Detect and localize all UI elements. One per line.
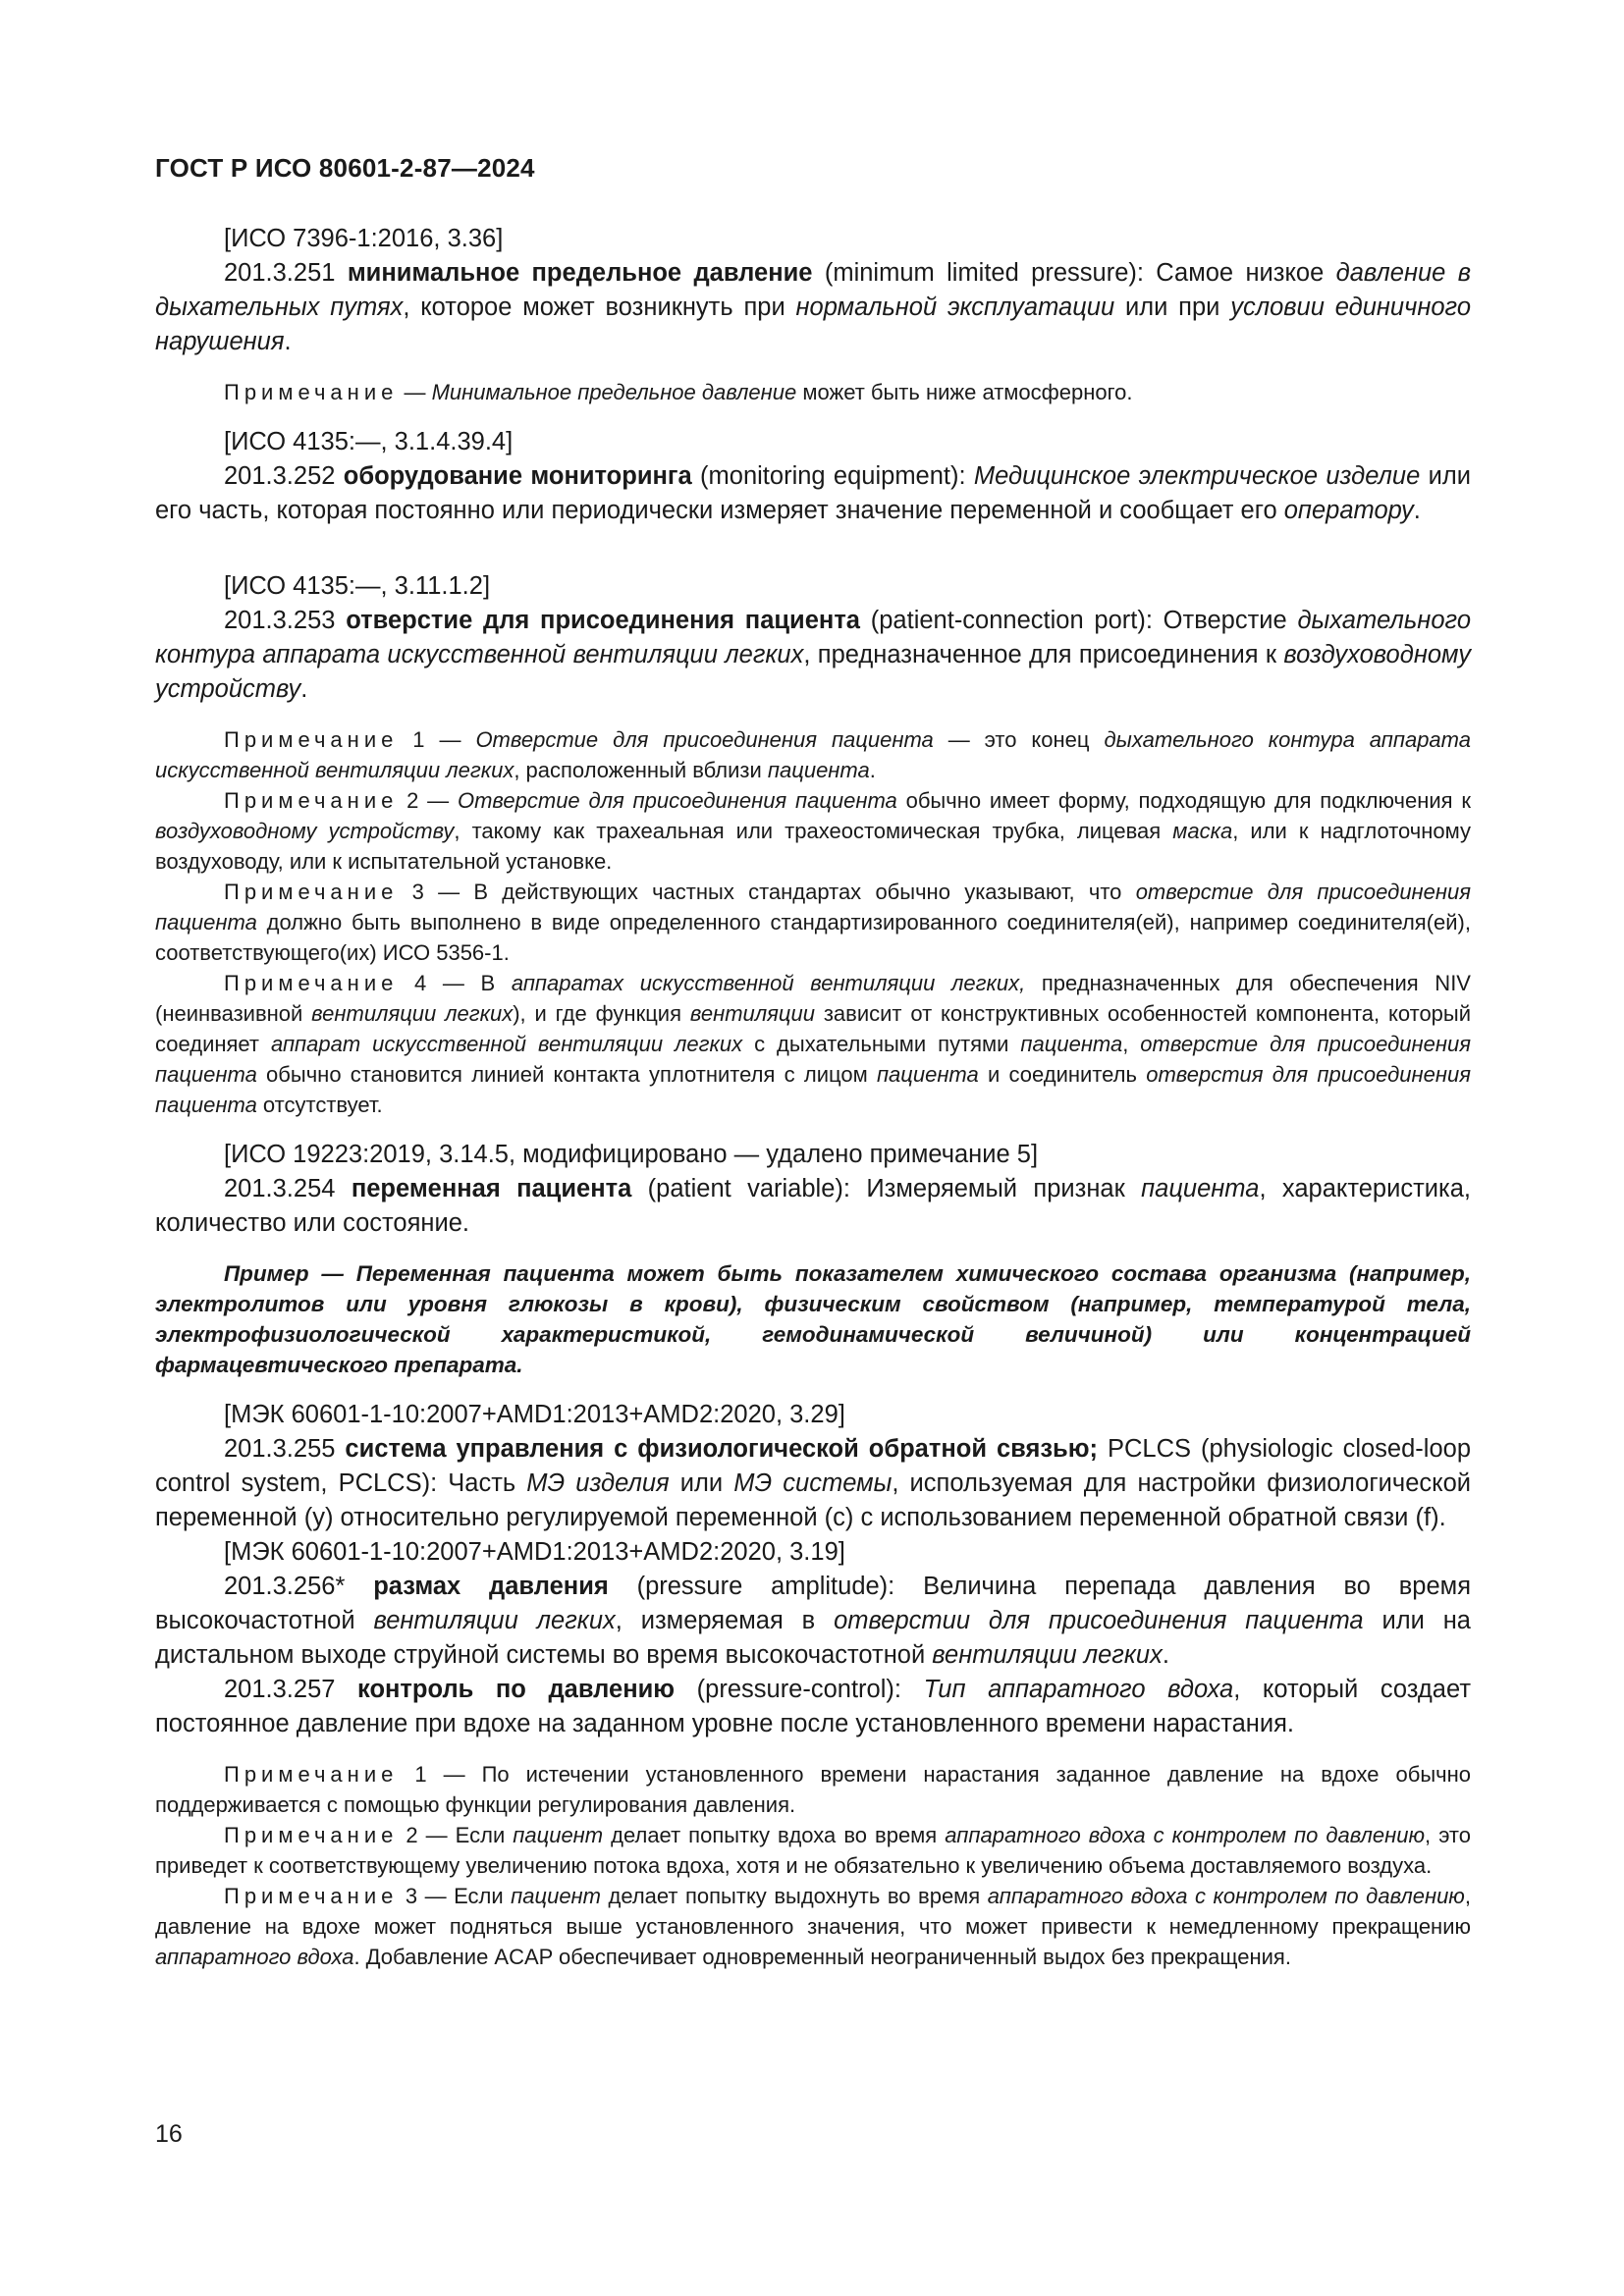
note-paragraph [155, 785, 1471, 877]
text-run: . [1162, 1641, 1169, 1669]
page-number: 16 [155, 2120, 183, 2148]
term-reference: МЭ системы [733, 1469, 893, 1497]
text-run: или его часть, которая постоянно или периодически измеряет значение переменной и сообщает его [155, 462, 1472, 524]
term-name: система управления с физиологической обратной связью; [345, 1435, 1098, 1463]
text-run: обычно становится линией контакта уплотнителя с лицом [256, 1062, 877, 1087]
term-definition [155, 1570, 1471, 1673]
term-name: минимальное предельное давление [347, 259, 813, 287]
term-reference: маска [1172, 819, 1233, 843]
term-reference: отверстие для присоединения пациента [155, 880, 1471, 934]
note-paragraph [155, 377, 1471, 407]
text-run: обычно имеет форму, подходящую для подключения к [896, 788, 1471, 813]
text-run: (pressure-control): [675, 1676, 924, 1703]
text-run: зависит от конструктивных особенностей компонента, который соединяет [155, 1001, 1472, 1056]
document-body [155, 222, 1471, 1972]
note-paragraph [155, 877, 1471, 968]
note-label: Примечание [224, 380, 399, 404]
term-name: отверстие для присоединения пациента [346, 607, 860, 634]
text-run: 201.3.253 [224, 607, 347, 634]
text-run: с дыхательными путями [742, 1032, 1021, 1056]
term-reference: отверстии для присоединения пациента [834, 1607, 1364, 1634]
text-run: отсутствует. [256, 1093, 383, 1117]
term-reference: Отверстие для присоединения пациента [475, 727, 934, 752]
term-reference: пациента [876, 1062, 979, 1087]
text-run: (minimum limited pressure): Самое низкое [812, 259, 1336, 287]
term-reference: оператору [1283, 497, 1414, 524]
text-run: 201.3.257 [224, 1676, 358, 1703]
term-reference: отверстия для присоединения пациента [155, 1062, 1471, 1117]
term-reference: МЭ изделия [526, 1469, 670, 1497]
term-reference: условии единичного нарушения [155, 294, 1471, 355]
text-run: . Добавление ACAP обеспечивает одновременный неограниченный выдох без прекращения. [353, 1945, 1291, 1969]
note-label: Примечание [224, 1884, 399, 1908]
example-paragraph: Пример — Переменная пациента может быть показателем химического состава организма (например, электролитов или уровня глюкозы в крови), физическим свойством (например, температурой тела, электрофизиологической характеристикой, гемодинамической величиной) или концентрацией фармацевтического препарата. [155, 1261, 1471, 1377]
text-run: , измеряемая в [615, 1607, 835, 1634]
term-reference: нормальной эксплуатации [795, 294, 1115, 321]
term-definition [155, 459, 1471, 528]
term-reference: пациента [1020, 1032, 1123, 1056]
note-paragraph [155, 724, 1471, 785]
text-run: — [398, 380, 432, 404]
text-run: ), и где функция [513, 1001, 690, 1026]
source-reference: [МЭК 60601-1-10:2007+AMD1:2013+AMD2:2020, 3.29] [224, 1401, 845, 1428]
text-run: (monitoring equipment): [691, 462, 974, 490]
term-reference: пациент [513, 1823, 604, 1847]
text-run: делает попытку выдохнуть во время [600, 1884, 988, 1908]
term-reference: аппаратах искусственной вентиляции легких, [511, 971, 1026, 995]
text-run: , такому как трахеальная или трахеостомическая трубка, лицевая [454, 819, 1173, 843]
text-run: и соединитель [978, 1062, 1147, 1087]
note-paragraph [155, 1881, 1471, 1972]
text-run: или на дистальном выходе струйной системы во время высокочастотной [155, 1607, 1471, 1669]
term-reference: вентиляции легких [932, 1641, 1163, 1669]
text-run: или [669, 1469, 734, 1497]
note-paragraph [155, 1759, 1471, 1820]
source-reference: [ИСО 7396-1:2016, 3.36] [224, 225, 504, 252]
term-definition [155, 256, 1471, 359]
term-reference: вентиляции легких [373, 1607, 616, 1634]
term-reference: Медицинское электрическое изделие [973, 462, 1421, 490]
text-run: 201.3.254 [224, 1175, 352, 1202]
term-reference: Минимальное предельное давление [431, 380, 797, 404]
text-run: 201.3.256* [224, 1573, 374, 1600]
text-run: (patient-connection port): Отверстие [860, 607, 1298, 634]
term-reference: пациента [767, 758, 870, 782]
text-run: , которое может возникнуть при [403, 294, 796, 321]
term-reference: Тип аппаратного вдоха [923, 1676, 1234, 1703]
note-paragraph [155, 1820, 1471, 1881]
term-reference: аппаратного вдоха с контролем по давлению [945, 1823, 1426, 1847]
term-name: контроль по давлению [357, 1676, 676, 1703]
source-reference: [ИСО 4135:—, 3.1.4.39.4] [224, 428, 514, 455]
term-reference: воздуховодному устройству [155, 641, 1471, 703]
term-reference: воздуховодному устройству [155, 819, 455, 843]
text-run: должно быть выполнено в виде определенного стандартизированного соединителя(ей), например соединителя(ей), соответствующего(их) ИСО 5356-1. [155, 910, 1471, 965]
text-run: 201.3.252 [224, 462, 344, 490]
term-reference: дыхательного контура аппарата искусственной вентиляции легких [155, 727, 1471, 782]
text-run: 4 — В [398, 971, 512, 995]
text-run: . [1413, 497, 1421, 524]
note-label: Примечание [224, 880, 399, 904]
source-reference: [ИСО 19223:2019, 3.14.5, модифицировано — удалено примечание 5] [224, 1141, 1039, 1168]
note-label: Примечание [224, 1823, 399, 1847]
note-label: Примечание [224, 971, 399, 995]
term-definition [155, 1673, 1471, 1741]
text-run: (patient variable): Измеряемый признак [631, 1175, 1142, 1202]
term-name: переменная пациента [351, 1175, 632, 1202]
text-run: , [1122, 1032, 1141, 1056]
term-reference: аппарат искусственной вентиляции легких [270, 1032, 743, 1056]
text-run: , расположенный вблизи [514, 758, 768, 782]
term-definition [155, 1432, 1471, 1535]
text-run: 1 — По истечении установленного времени нарастания заданное давление на вдохе обычно поддерживается с помощью функции регулирования давления. [155, 1762, 1471, 1817]
text-run: , характеристика, количество или состояние. [155, 1175, 1471, 1237]
term-reference: давление в дыхательных путях [155, 259, 1472, 321]
term-reference: отверстие для присоединения пациента [155, 1032, 1471, 1087]
text-run: или при [1114, 294, 1231, 321]
term-definition [155, 604, 1471, 707]
term-reference: дыхательного контура аппарата искусственной вентиляции легких [155, 607, 1471, 668]
text-run: . [869, 758, 876, 782]
term-definition [155, 1172, 1471, 1241]
text-run: 201.3.255 [224, 1435, 346, 1463]
text-run: . [284, 328, 292, 355]
text-run: , это приведет к соответствующему увеличению потока вдоха, хотя и не обязательно к увеличению объема доставляемого воздуха. [155, 1823, 1471, 1878]
term-reference: аппаратного вдоха с контролем по давлению [987, 1884, 1465, 1908]
note-paragraph [155, 968, 1471, 1120]
text-run: предназначенных для обеспечения NIV (неинвазивной [155, 971, 1471, 1026]
term-reference: аппаратного вдоха [155, 1945, 354, 1969]
term-name: размах давления [373, 1573, 609, 1600]
term-reference: вентиляции [689, 1001, 815, 1026]
document-header: ГОСТ Р ИСО 80601-2-87—2024 [155, 153, 535, 183]
note-label: Примечание [224, 1762, 399, 1787]
term-reference: пациента [1141, 1175, 1260, 1202]
text-run: 2 — [398, 788, 458, 813]
text-run: 2 — Если [398, 1823, 514, 1847]
text-run: , который создает постоянное давление при вдохе на заданном уровне после установленного времени нарастания. [155, 1676, 1471, 1737]
text-run: 3 — Если [398, 1884, 512, 1908]
text-run: PCLCS (physiologic closed-loop control system, PCLCS): Часть [155, 1435, 1472, 1497]
source-reference: [МЭК 60601-1-10:2007+AMD1:2013+AMD2:2020, 3.19] [224, 1538, 845, 1566]
text-run: , используемая для настройки физиологической переменной (y) относительно регулируемой переменной (c) с использованием переменной обратной связи (f). [155, 1469, 1471, 1531]
term-reference: вентиляции легких [311, 1001, 514, 1026]
text-run: 3 — В действующих частных стандартах обычно указывают, что [398, 880, 1136, 904]
text-run: . [300, 675, 308, 703]
text-run: , предназначенное для присоединения к [803, 641, 1284, 668]
term-reference: Отверстие для присоединения пациента [457, 788, 897, 813]
text-run: 1 — [398, 727, 476, 752]
text-run: , или к надглоточному воздуховоду, или к испытательной установке. [155, 819, 1472, 874]
note-label: Примечание [224, 727, 399, 752]
text-run: может быть ниже атмосферного. [796, 380, 1133, 404]
text-run: — это конец [933, 727, 1105, 752]
text-run: делает попытку вдоха во время [603, 1823, 946, 1847]
text-run: , давление на вдохе может подняться выше установленного значения, что может привести к немедленному прекращению [155, 1884, 1471, 1939]
text-run: (pressure amplitude): Величина перепада давления во время высокочастотной [155, 1573, 1472, 1634]
source-reference: [ИСО 4135:—, 3.11.1.2] [224, 572, 491, 600]
text-run: 201.3.251 [224, 259, 348, 287]
term-name: оборудование мониторинга [343, 462, 692, 490]
note-label: Примечание [224, 788, 399, 813]
term-reference: пациент [511, 1884, 601, 1908]
